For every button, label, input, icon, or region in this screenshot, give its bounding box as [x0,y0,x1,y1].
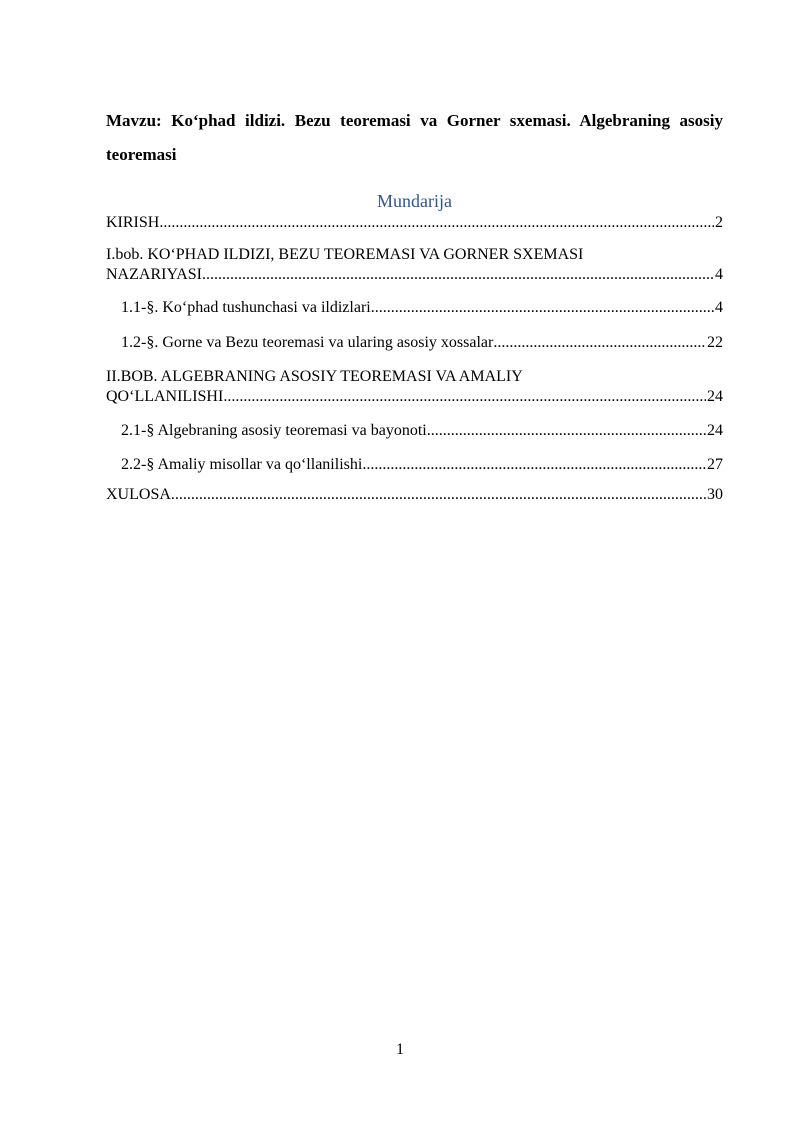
toc-entry-label: NAZARIYASI [106,266,202,283]
toc-entry-label: QO‘LLANILISHI [106,388,224,405]
toc-entry-label: 2.1-§ Algebraning asosiy teoremasi va bayonoti [121,422,427,439]
toc-entry-section-2-2[interactable] [106,455,723,475]
toc-entry-kirish[interactable] [106,213,723,233]
toc-entry-section-1-1[interactable] [106,298,723,318]
toc-leader-dots [371,298,714,318]
toc-entry-page: 24 [707,388,723,405]
toc-leader-dots [427,421,706,441]
toc-entry-chapter-2[interactable] [106,367,723,407]
toc-entry-label: 1.1-§. Ko‘phad tushunchasi va ildizlari [121,299,371,316]
toc-leader-dots [362,455,706,475]
toc-leader-dots [171,485,706,505]
toc-entry-xulosa[interactable] [106,485,723,505]
toc-entry-label-line1: I.bob. KO‘PHAD ILDIZI, BEZU TEOREMASI VA GORNER SXEMASI [106,246,584,263]
toc-entry-chapter-1[interactable] [106,245,723,285]
toc-leader-dots [202,265,714,285]
toc-entry-page: 4 [715,266,723,283]
toc-leader-dots [223,387,706,407]
toc-entry-label: 2.2-§ Amaliy misollar va qo‘llanilishi [121,456,363,473]
toc-entry-section-2-1[interactable] [106,421,723,441]
toc-entry-page: 24 [707,422,723,439]
toc-entry-page: 2 [715,214,723,231]
toc-leader-dots [159,213,714,233]
toc-entry-section-1-2[interactable] [106,333,723,353]
toc-entry-label: XULOSA [106,486,171,503]
toc-entry-page: 4 [715,299,723,316]
toc-leader-dots [493,333,706,353]
toc-entry-label: 1.2-§. Gorne va Bezu teoremasi va ularing asosiy xossalar [121,334,494,351]
toc-entry-page: 27 [707,456,723,473]
document-title: Mavzu: Ko‘phad ildizi. Bezu teoremasi va Gorner sxemasi. Algebraning asosiy teoremasi [106,111,723,164]
toc-entry-page: 22 [707,334,723,351]
toc-entry-label: KIRISH [106,214,160,231]
page-number: 1 [396,1041,404,1058]
toc-entry-label-line1: II.BOB. ALGEBRANING ASOSIY TEOREMASI VA AMALIY [106,368,523,385]
toc-entry-page: 30 [707,486,723,503]
toc-heading: Mundarija [377,191,452,211]
